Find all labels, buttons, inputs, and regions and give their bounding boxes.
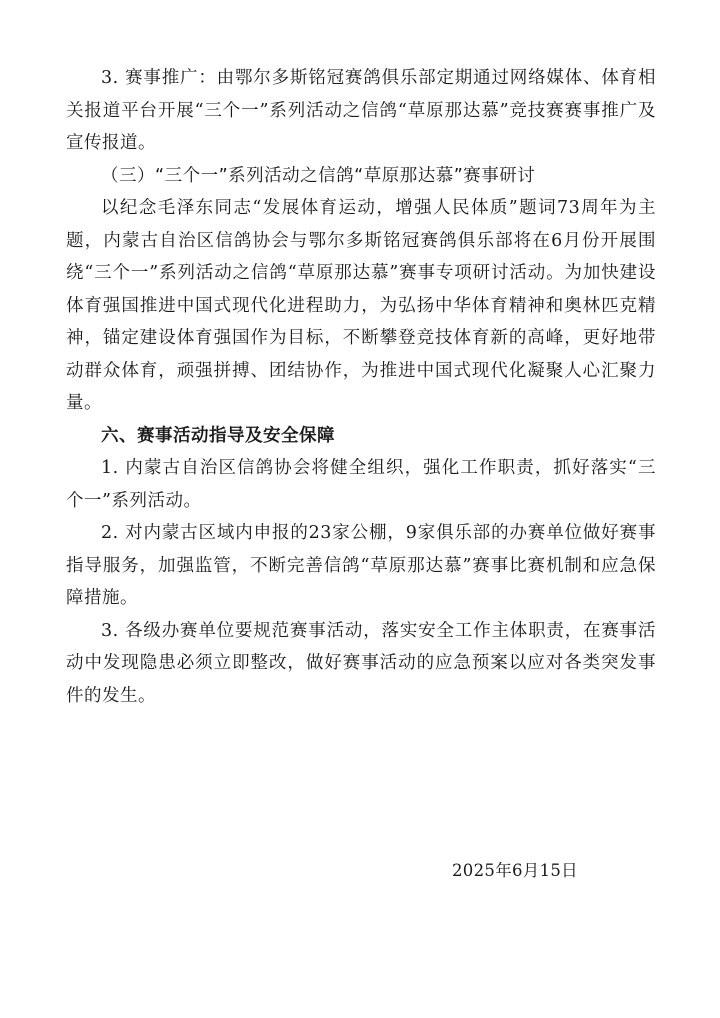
guidance-item-3: 3. 各级办赛单位要规范赛事活动，落实安全工作主体职责，在赛事活动中发现隐患必须立即整改，做好赛事活动的应急预案以应对各类突发事件的发生。 [66, 620, 656, 706]
document-body [66, 62, 656, 712]
guidance-item-2: 2. 对内蒙古区域内申报的23家公棚，9家俱乐部的办赛单位做好赛事指导服务，加强监管，不断完善信鸽“草原那达慕”赛事比赛机制和应急保障措施。 [66, 523, 656, 608]
promotion-item-3: 3. 赛事推广：由鄂尔多斯铭冠赛鸽俱乐部定期通过网络媒体、体育相关报道平台开展“三个一”系列活动之信鸽“草原那达慕”竞技赛赛事推广及宣传报道。 [66, 68, 656, 153]
section-3-heading: （三）“三个一”系列活动之信鸽“草原那达慕”赛事研讨 [101, 165, 536, 186]
document-date: 2025年6月15日 [452, 861, 578, 880]
guidance-item-1: 1. 内蒙古自治区信鸽协会将健全组织，强化工作职责，抓好落实“三个一”系列活动。 [66, 458, 656, 511]
section-6-heading: 六、赛事活动指导及安全保障 [101, 425, 335, 446]
seminar-paragraph: 以纪念毛泽东同志“发展体育运动，增强人民体质”题词73周年为主题，内蒙古自治区信鸽协会与鄂尔多斯铭冠赛鸽俱乐部将在6月份开展围绕“三个一”系列活动之信鸽“草原那达慕”赛事专项研讨活动。为加快建设体育强国推进中国式现代化进程助力，为弘扬中华体育精神和奥林匹克精神，锚定建设体育强国作为目标，不断攀登竞技体育新的高峰，更好地带动群众体育，顽强拼搏、团结协作，为推进中国式现代化凝聚人心汇聚力量。 [66, 198, 656, 413]
